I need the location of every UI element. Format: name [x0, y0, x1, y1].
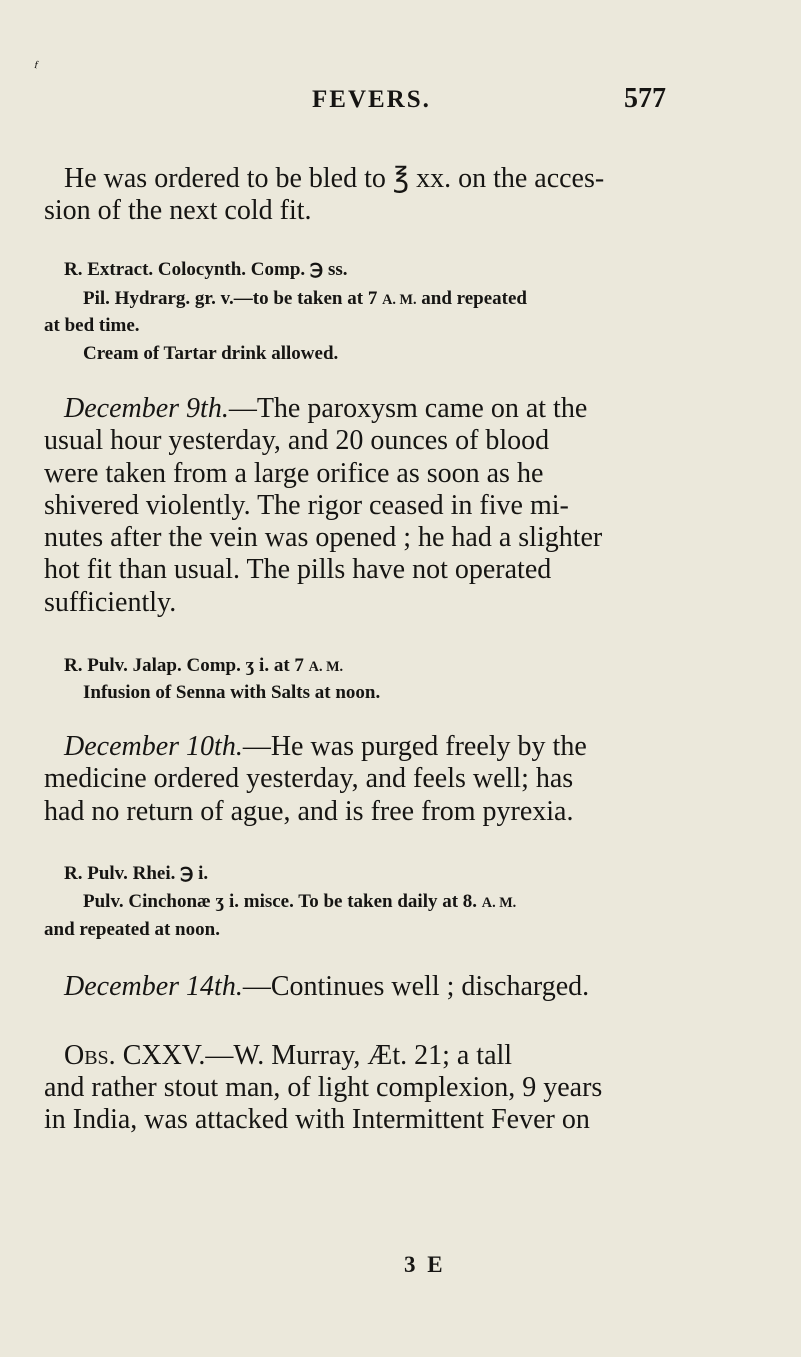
p2-date: December 9th.	[64, 393, 229, 424]
p5-line2: and rather stout man, of light complexion, 9 years	[44, 1072, 603, 1103]
p2-line5: nutes after the vein was opened ; he had a slighter	[44, 522, 603, 553]
rx1-line2-tail: and repeated	[416, 288, 527, 309]
rx1-line2	[83, 287, 527, 312]
margin-mark: ᶠ	[31, 56, 40, 78]
rx3-line2-text: Pulv. Cinchonæ ʒ i. misce. To be taken daily at 8.	[83, 891, 482, 912]
running-head	[0, 83, 801, 126]
rx2-line1-text: R. Pulv. Jalap. Comp. ʒ i. at 7	[64, 655, 309, 676]
running-title: FEVERS.	[312, 86, 431, 113]
rx1-line3: at bed time.	[44, 315, 140, 336]
signature-mark: 3 E	[404, 1252, 446, 1277]
p2-line1-text: —The paroxysm came on at the	[228, 393, 588, 424]
p2-line7: sufficiently.	[44, 587, 177, 618]
rx3-line3: and repeated at noon.	[44, 919, 220, 940]
rx1-line4: Cream of Tartar drink allowed.	[83, 343, 339, 364]
rx1-time: A. M.	[382, 292, 417, 308]
rx3-line2	[83, 890, 516, 915]
p5-obs: Obs.	[64, 1040, 116, 1071]
p2-line1	[64, 393, 587, 425]
p5-line1	[64, 1040, 512, 1072]
p4-line1	[64, 971, 589, 1003]
rx2-time: A. M.	[308, 659, 344, 675]
p2-line6: hot fit than usual. The pills have not operated	[44, 554, 552, 585]
rx1-line1: R. Extract. Colocynth. Comp. ℈ ss.	[64, 259, 348, 280]
p5-line1-text: CXXV.—W. Murray, Æt. 21; a tall	[115, 1040, 513, 1071]
p1-line2: sion of the next cold fit.	[44, 195, 312, 226]
p5-line3: in India, was attacked with Intermittent Fever on	[44, 1104, 590, 1135]
rx2-line2: Infusion of Senna with Salts at noon.	[83, 682, 381, 703]
p3-line1	[64, 731, 587, 763]
p3-line2: medicine ordered yesterday, and feels well; has	[44, 763, 574, 794]
p1-line1: He was ordered to be bled to ℥ xx. on the acces-	[64, 163, 605, 194]
page-number: 577	[624, 83, 666, 114]
rx2-line1	[64, 654, 343, 679]
p3-date: December 10th.	[64, 731, 243, 762]
p2-line4: shivered violently. The rigor ceased in five mi-	[44, 490, 569, 521]
p2-line2: usual hour yesterday, and 20 ounces of blood	[44, 425, 550, 456]
p4-line1-text: —Continues well ; discharged.	[242, 971, 590, 1002]
p4-date: December 14th.	[64, 971, 243, 1002]
rx1-line2-text: Pil. Hydrarg. gr. v.—to be taken at 7	[83, 288, 383, 309]
rx3-time: A. M.	[481, 895, 517, 911]
p3-line1-text: —He was purged freely by the	[242, 731, 587, 762]
p3-line3: had no return of ague, and is free from pyrexia.	[44, 796, 574, 827]
p2-line3: were taken from a large orifice as soon as he	[44, 458, 544, 489]
rx3-line1: R. Pulv. Rhei. ℈ i.	[64, 863, 209, 884]
